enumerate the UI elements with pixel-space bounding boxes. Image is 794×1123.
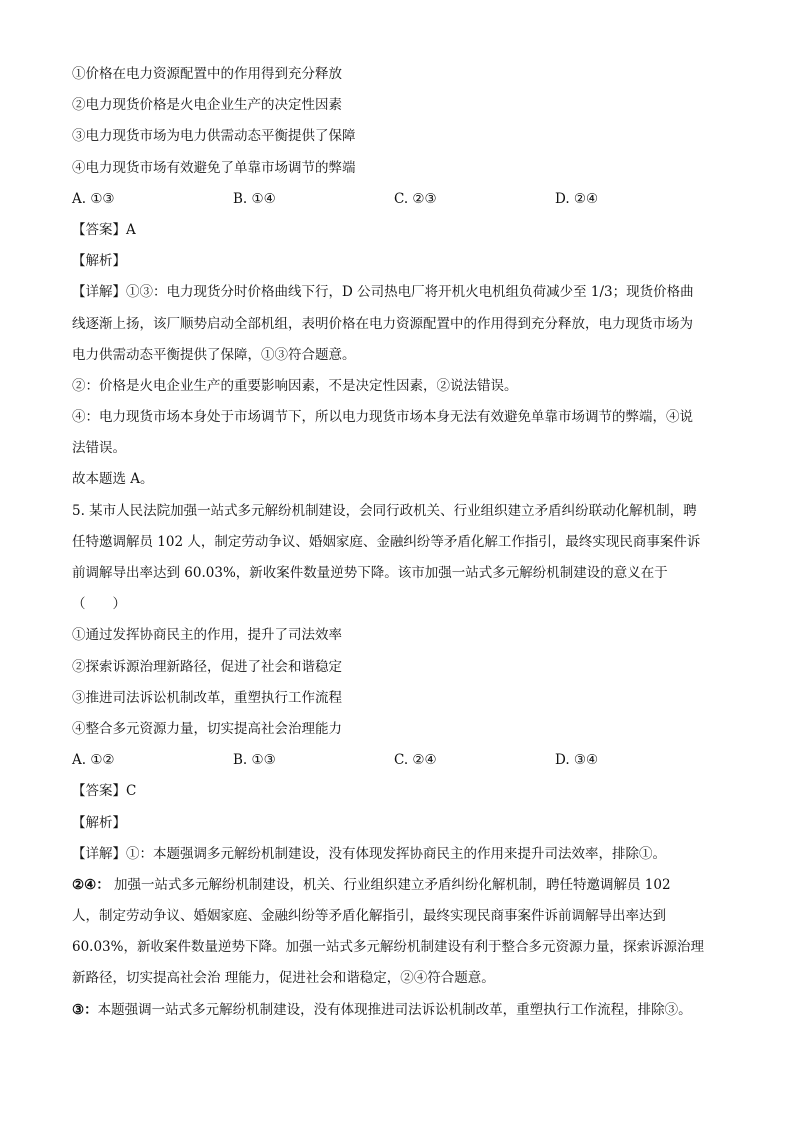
q4-item-3: ③电力现货市场为电力供需动态平衡提供了保障 <box>72 128 356 145</box>
q4-analysis-label: 【解析】 <box>72 253 126 270</box>
q4-option-a: A. ①③ <box>72 190 115 207</box>
q5-detail-text-2: 加强一站式多元解纷机制建设，机关、行业组织建立矛盾纠纷化解机制，聘任特邀调解员 102 <box>109 876 671 893</box>
q5-detail-line-3: 人，制定劳动争议、婚姻家庭、金融纠纷等矛盾化解指引，最终实现民商事案件诉前调解导出率达到 <box>72 908 666 925</box>
q4-option-d: D. ②④ <box>555 190 599 207</box>
q5-stem-blank: （ ） <box>72 596 126 613</box>
q5-detail-line-2 <box>72 873 722 904</box>
q5-stem-line-3: 前调解导出率达到 60.03%，新收案件数量逆势下降。该市加强一站式多元解纷机制建设的意义在于 <box>72 565 668 581</box>
q4-detail-line-2: 线逐渐上扬，该厂顺势启动全部机组，表明价格在电力资源配置中的作用得到充分释放，电力现货市场为 <box>72 315 693 332</box>
q4-detail-line-3: 电力供需动态平衡提供了保障，①③符合题意。 <box>72 346 356 363</box>
q4-option-c: C. ②③ <box>394 190 437 207</box>
q5-option-a: A. ①② <box>72 752 115 769</box>
q5-detail-label: 【详解】 <box>72 845 126 862</box>
q5-item-3: ③推进司法诉讼机制改革，重塑执行工作流程 <box>72 689 342 706</box>
document-page <box>72 62 722 1029</box>
q5-detail-head-2: ②④： <box>72 876 110 893</box>
q4-answer-label: 【答案】 <box>72 221 126 238</box>
q4-item-4: ④电力现货市场有效避免了单靠市场调节的弊端 <box>72 159 356 176</box>
q5-detail-head-6: ③： <box>72 1001 98 1018</box>
q5-option-c: C. ②④ <box>394 752 437 769</box>
q5-detail-line-1 <box>72 842 722 873</box>
q5-analysis-label: 【解析】 <box>72 814 126 831</box>
q5-answer-value: C <box>126 783 137 800</box>
q4-options <box>72 187 722 218</box>
q5-detail-line-6 <box>72 998 722 1029</box>
q5-option-d: D. ③④ <box>555 752 599 769</box>
q4-answer <box>72 218 722 249</box>
q4-detail-line-1 <box>72 280 722 311</box>
q5-option-b: B. ①③ <box>233 752 276 769</box>
q4-answer-value: A <box>126 221 136 238</box>
q4-item-2: ②电力现货价格是火电企业生产的决定性因素 <box>72 97 342 114</box>
q5-answer <box>72 779 722 810</box>
q4-analysis-line-2: ④：电力现货市场本身处于市场调节下，所以电力现货市场本身无法有效避免单靠市场调节的弊端，④说 <box>72 409 693 426</box>
q5-stem-line-2: 任特邀调解员 102 人，制定劳动争议、婚姻家庭、金融纠纷等矛盾化解工作指引，最终实现民商事案件诉 <box>72 533 701 550</box>
q4-detail-text-1: ①③：电力现货分时价格曲线下行，D 公司热电厂将开机火电机组负荷减少至 1/3；现货价格曲 <box>126 284 694 301</box>
q5-stem-line-1: 5. 某市人民法院加强一站式多元解纷机制建设，会同行政机关、行业组织建立矛盾纠纷联动化解机制，聘 <box>72 502 697 519</box>
q4-option-b: B. ①④ <box>233 190 276 207</box>
q5-item-4: ④整合多元资源力量，切实提高社会治理能力 <box>72 720 342 737</box>
q4-analysis-line-1: ②：价格是火电企业生产的重要影响因素，不是决定性因素，②说法错误。 <box>72 377 518 394</box>
q5-item-2: ②探索诉源治理新路径，促进了社会和谐稳定 <box>72 658 342 675</box>
q5-detail-text-1: ①：本题强调多元解纷机制建设，没有体现发挥协商民主的作用来提升司法效率，排除①。 <box>126 845 666 862</box>
q5-detail-line-5: 新路径，切实提高社会治 理能力，促进社会和谐稳定，②④符合题意。 <box>72 970 495 987</box>
q5-options <box>72 748 722 779</box>
q4-conclusion: 故本题选 A。 <box>72 471 154 488</box>
q5-detail-text-6: 本题强调一站式多元解纷机制建设，没有体现推进司法诉讼机制改革，重塑执行工作流程，排除③。 <box>97 1001 692 1018</box>
q4-detail-label: 【详解】 <box>72 284 126 301</box>
q5-answer-label: 【答案】 <box>72 783 126 800</box>
q4-analysis-line-3: 法错误。 <box>72 440 126 457</box>
q4-item-1: ①价格在电力资源配置中的作用得到充分释放 <box>72 66 342 82</box>
q5-item-1: ①通过发挥协商民主的作用，提升了司法效率 <box>72 627 342 644</box>
q5-detail-line-4: 60.03%，新收案件数量逆势下降。加强一站式多元解纷机制建设有利于整合多元资源力量，探索诉源治理 <box>72 939 704 956</box>
